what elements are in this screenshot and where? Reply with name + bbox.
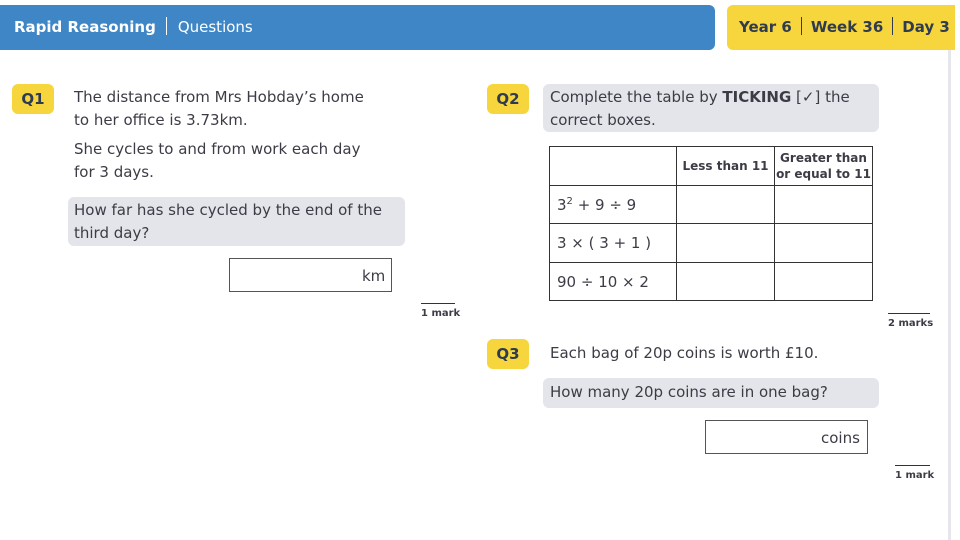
col-less-than-11: Less than 11 <box>677 147 775 186</box>
q2-badge: Q2 <box>487 84 529 114</box>
q2-prompt <box>550 86 850 132</box>
q2-marks: 2 marks <box>888 318 934 329</box>
row-expression-2: 3 × ( 3 + 1 ) <box>550 224 677 263</box>
q1-detail-line: for 3 days. <box>74 163 154 181</box>
q2-mark-rule <box>888 313 930 314</box>
row1-rest: + 9 ÷ 9 <box>572 195 637 214</box>
q3-prompt: How many 20p coins are in one bag? <box>550 383 828 401</box>
table-row <box>550 263 873 301</box>
q2-prompt-line <box>550 86 850 109</box>
tick-box-row3-greater[interactable] <box>775 263 873 301</box>
tick-box-row2-greater[interactable] <box>775 224 873 263</box>
q1-mark-rule <box>421 303 455 304</box>
q1-unit: km <box>362 267 386 285</box>
q2-prompt-line: correct boxes. <box>550 111 656 129</box>
header-title: Rapid Reasoning <box>14 18 156 36</box>
q2-prompt-start: Complete the table by <box>550 88 723 106</box>
row1-base: 3 <box>557 195 567 214</box>
q3-mark-rule <box>895 465 930 466</box>
q3-unit: coins <box>821 429 860 447</box>
page-edge-rule <box>948 50 951 540</box>
q3-badge: Q3 <box>487 339 529 369</box>
header-year: Year 6 <box>739 18 792 36</box>
q2-prompt-emphasis: TICKING <box>722 88 792 106</box>
tick-box-row1-less[interactable] <box>677 186 775 224</box>
q1-detail-line: She cycles to and from work each day <box>74 140 361 158</box>
table-header-row <box>550 147 873 186</box>
col-header-line: or equal to 11 <box>776 167 871 181</box>
header-subtitle: Questions <box>177 18 253 36</box>
q3-statement: Each bag of 20p coins is worth £10. <box>550 344 819 362</box>
q1-statement-line: The distance from Mrs Hobday’s home <box>74 88 364 106</box>
q2-prompt-tick: [✓] the <box>791 88 850 106</box>
tick-box-row2-less[interactable] <box>677 224 775 263</box>
header-date-group <box>739 18 950 37</box>
header-day: Day 3 <box>902 18 950 36</box>
q1-detail <box>74 138 360 184</box>
header-divider <box>892 17 893 35</box>
tick-box-row1-greater[interactable] <box>775 186 873 224</box>
q3-marks: 1 mark <box>895 470 935 481</box>
q1-statement <box>74 86 364 132</box>
q1-prompt <box>74 199 382 245</box>
q1-badge: Q1 <box>12 84 54 114</box>
table-row <box>550 186 873 224</box>
tick-box-row3-less[interactable] <box>677 263 775 301</box>
col-header-line: Greater than <box>780 151 867 165</box>
row-expression-3: 90 ÷ 10 × 2 <box>550 263 677 301</box>
q2-table <box>549 146 873 301</box>
header-title-group <box>14 18 253 37</box>
header-divider <box>801 17 802 35</box>
table-row <box>550 224 873 263</box>
row1-exponent: 2 <box>566 195 573 207</box>
q1-marks: 1 mark <box>421 308 461 319</box>
col-greater-or-equal-11 <box>775 147 873 186</box>
header-divider <box>166 17 167 35</box>
table-corner-cell <box>550 147 677 186</box>
row-expression-1 <box>550 186 677 224</box>
header-week: Week 36 <box>810 18 884 36</box>
q1-prompt-line: third day? <box>74 224 150 242</box>
q1-prompt-line: How far has she cycled by the end of the <box>74 201 382 219</box>
q1-statement-line: to her office is 3.73km. <box>74 111 248 129</box>
